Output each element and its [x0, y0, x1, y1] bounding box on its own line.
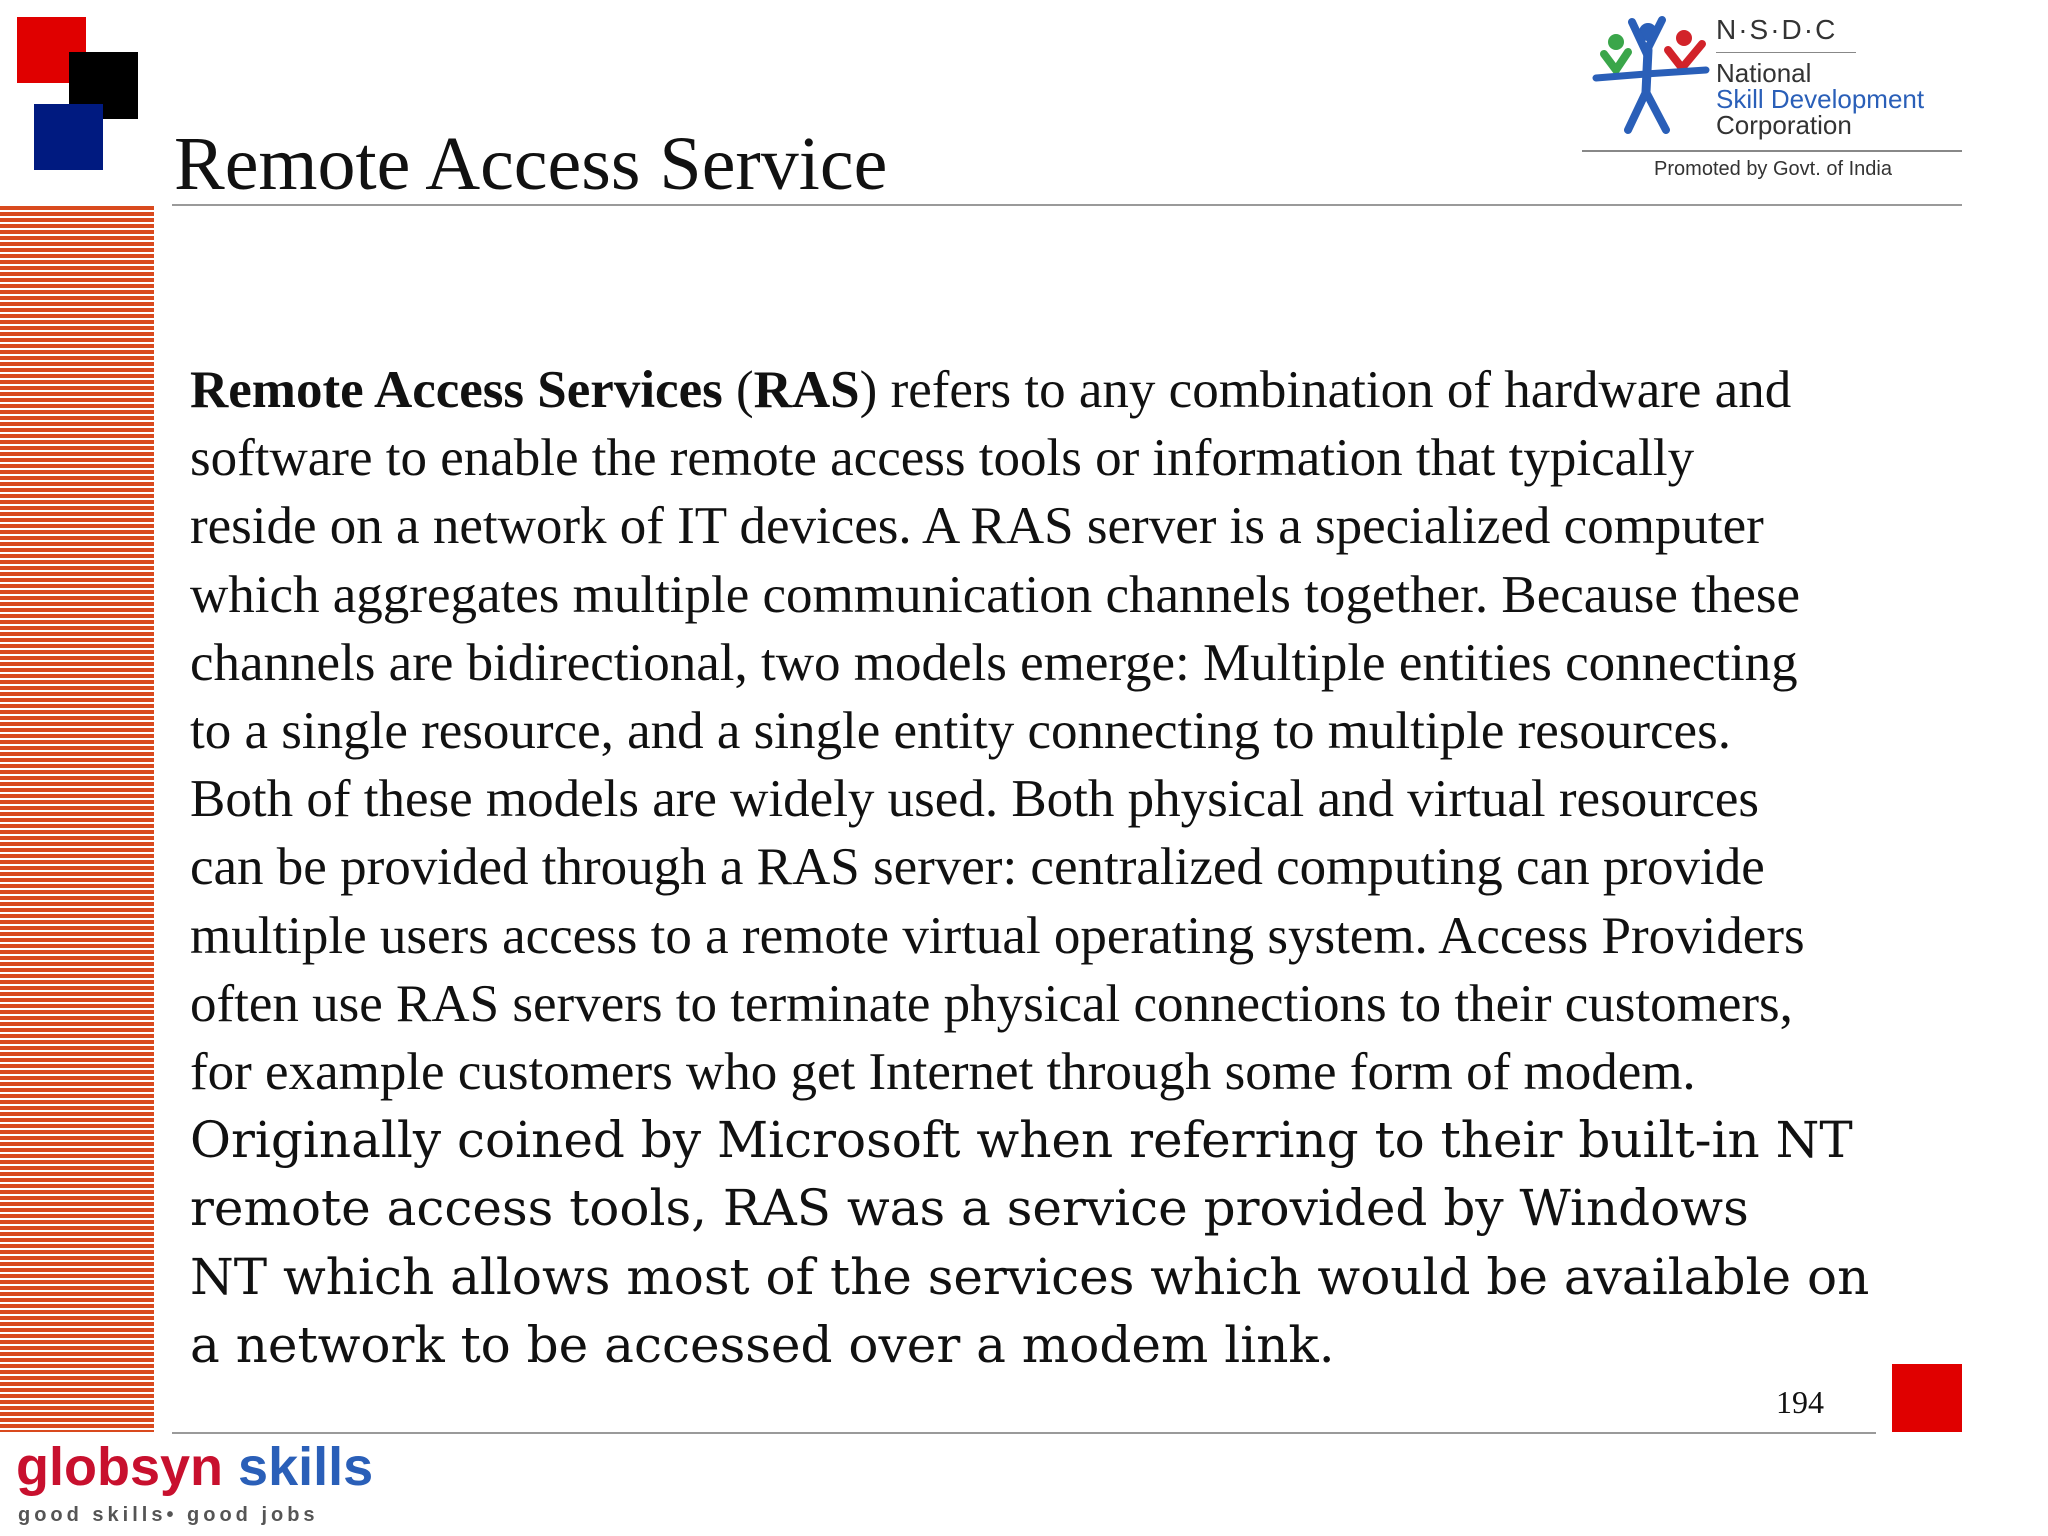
body-line: [190, 356, 1942, 424]
nsdc-abbreviation-rule: [1716, 52, 1856, 53]
body-line: can be provided through a RAS server: centralized computing can provide: [190, 838, 1765, 897]
lead-open: (: [722, 361, 754, 419]
nsdc-divider: [1582, 150, 1962, 152]
nsdc-name-line3: Corporation: [1716, 110, 1852, 140]
nsdc-name-line1: National: [1716, 58, 1812, 88]
body-line: multiple users access to a remote virtual operating system. Access Providers: [190, 906, 1805, 965]
body-line: for example customers who get Internet through some form of modem.: [190, 1043, 1696, 1102]
body-line: channels are bidirectional, two models emerge: Multiple entities connecting: [190, 633, 1798, 692]
body-line: NT which allows most of the services which would be available on: [190, 1247, 1870, 1306]
body-line: a network to be accessed over a modem link.: [190, 1315, 1335, 1374]
globsyn-tagline: good skills• good jobs: [18, 1504, 319, 1526]
title-divider: [172, 204, 1962, 206]
bold-term: Remote Access Services: [190, 361, 723, 419]
globsyn-word: globsyn: [16, 1437, 224, 1497]
page-number: 194: [1776, 1384, 1824, 1420]
nsdc-promoted-text: Promoted by Govt. of India: [1654, 158, 1892, 180]
body-line: Both of these models are widely used. Both physical and virtual resources: [190, 770, 1760, 829]
footer-divider: [172, 1432, 1876, 1434]
body-line: remote access tools, RAS was a service provided by Windows: [190, 1179, 1749, 1238]
nsdc-logo: [1580, 12, 1970, 192]
body-line: to a single resource, and a single entity connecting to multiple resources.: [190, 702, 1731, 761]
body-line: reside on a network of IT devices. A RAS server is a specialized computer: [190, 497, 1764, 556]
bold-abbreviation: RAS: [753, 361, 860, 419]
left-striped-bar: [0, 206, 154, 1432]
body-line: software to enable the remote access tools or information that typically: [190, 429, 1695, 488]
globsyn-skills-logo: [16, 1436, 436, 1532]
slide-body: [190, 356, 1942, 1379]
body-line: which aggregates multiple communication channels together. Because these: [190, 565, 1801, 624]
body-line: Originally coined by Microsoft when referring to their built-in NT: [190, 1111, 1853, 1170]
skills-word: skills: [238, 1437, 374, 1497]
line1-rest: refers to any combination of hardware and: [877, 361, 1792, 419]
lead-close: ): [859, 361, 878, 419]
slide-title: Remote Access Service: [174, 122, 888, 206]
nsdc-abbreviation: N·S·D·C: [1716, 14, 1838, 45]
decorative-blue-square: [34, 104, 103, 170]
globsyn-wordmark: [16, 1436, 373, 1498]
decorative-bottom-square: [1892, 1364, 1962, 1432]
body-line: often use RAS servers to terminate physical connections to their customers,: [190, 974, 1793, 1033]
nsdc-name-line2: Skill Development: [1716, 84, 1925, 114]
people-figures-icon: [1586, 12, 1716, 142]
